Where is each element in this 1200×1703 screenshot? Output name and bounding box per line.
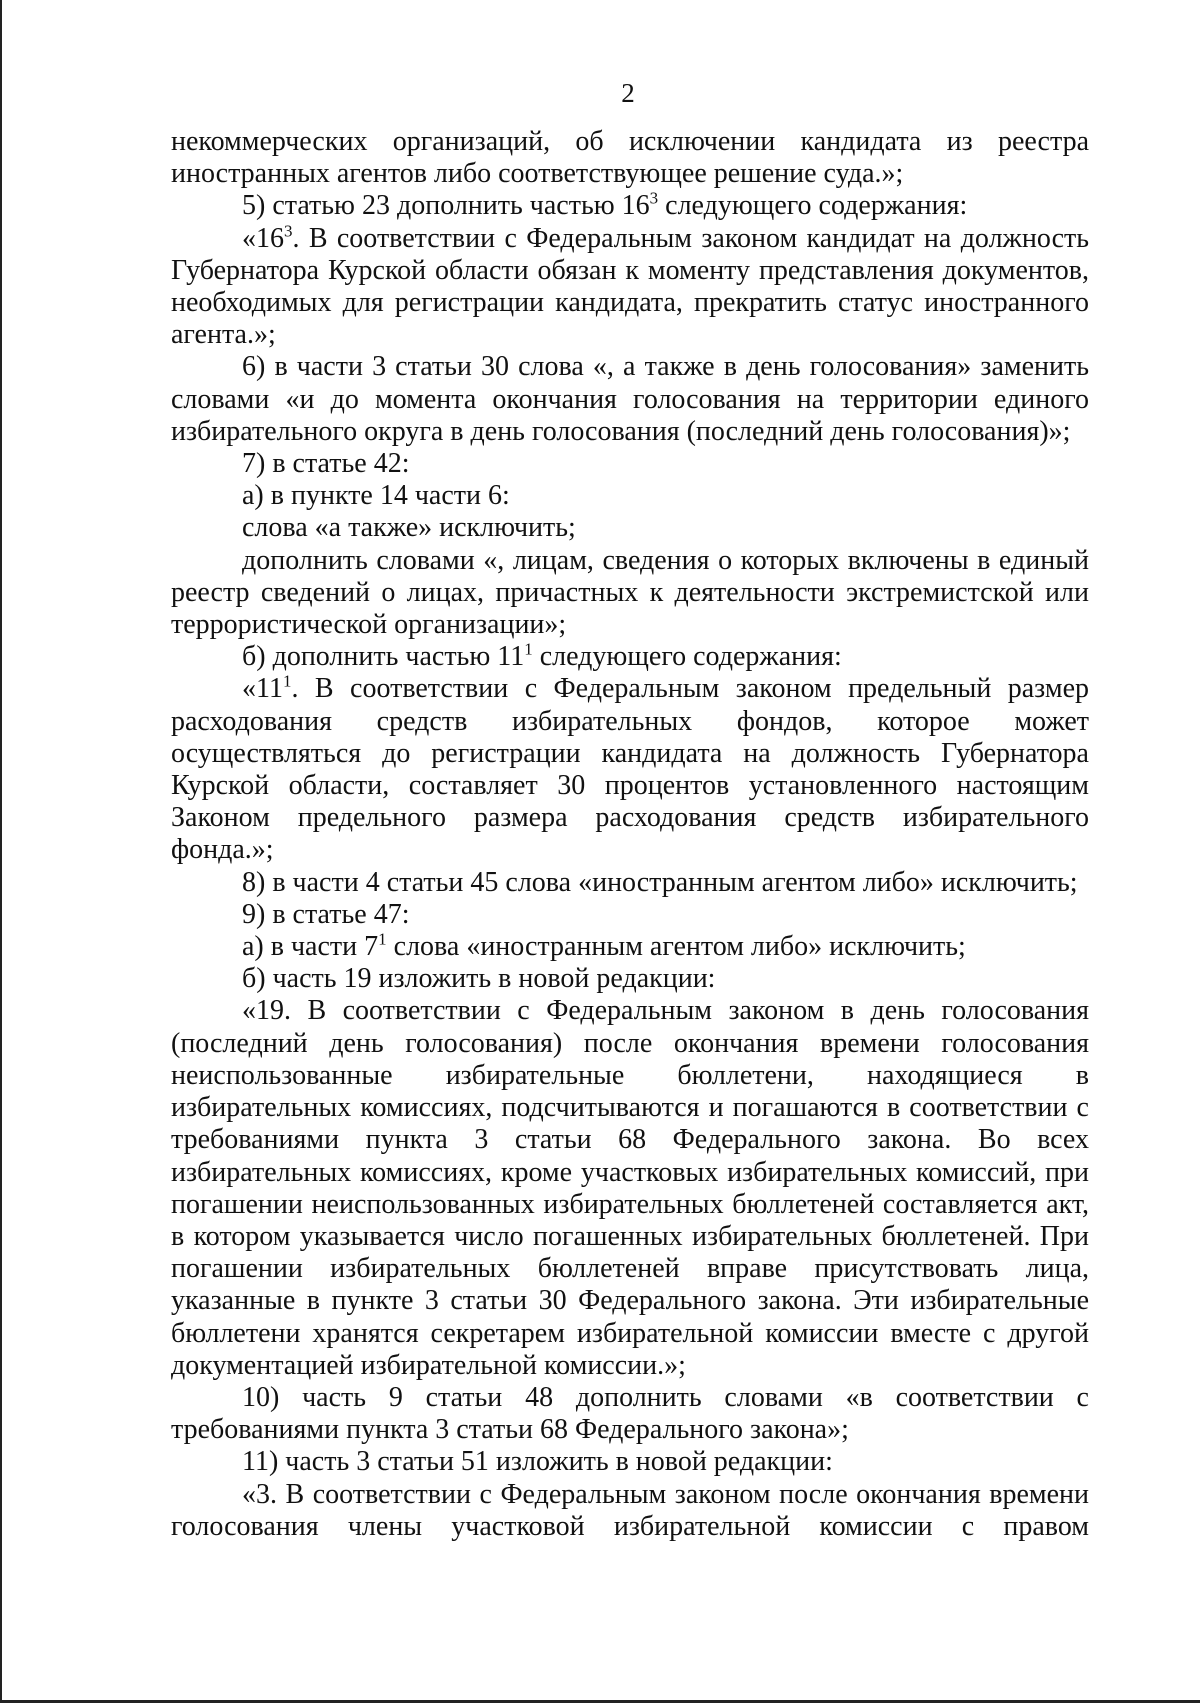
paragraph: слова «а также» исключить;	[242, 512, 576, 544]
page-number: 2	[621, 78, 635, 108]
paragraph: а) в пункте 14 части 6:	[242, 480, 510, 512]
paragraph: 10) часть 9 статьи 48 дополнить словами «в соответствии с требованиями пункта 3 статьи 68 Федерального закона»;	[171, 1381, 1089, 1446]
paragraph: б) дополнить частью $11^1$ следующего содержания:	[242, 639, 842, 673]
paragraph: а) в части $7^1$ слова «иностранным агентом либо» исключить;	[242, 929, 966, 963]
paragraph: «$11^1$. В соответствии с Федеральным законом предельный размер расходования средств избирательных фондов, которое может осуществляться до регистрации кандидата на должность Губернатора Курской области, составляет 30 процентов установленного настоящим Законом предельного размера расходования средств избирательного фонда.»;	[171, 672, 1089, 866]
paragraph: 6) в части 3 статьи 30 слова «, а также в день голосования» заменить словами «и до момента окончания голосования на территории единого избирательного округа в день голосования (последний день голосования)»;	[171, 351, 1089, 447]
paragraph: «19. В соответствии с Федеральным законом в день голосования (последний день голосования) после окончания времени голосования неиспользованные избирательные бюллетени, находящиеся в избирательных комиссиях, подсчитываются и погашаются в соответствии с требованиями пункта 3 статьи 68 Федерального закона. Во всех избирательных комиссиях, кроме участковых избирательных комиссий, при погашении неиспользованных избирательных бюллетеней составляется акт, в котором указывается число погашенных избирательных бюллетеней. При погашении избирательных бюллетеней вправе присутствовать лица, указанные в пункте 3 статьи 30 Федерального закона. Эти избирательные бюллетени хранятся секретарем избирательной комиссии вместе с другой документацией избирательной комиссии.»;	[171, 995, 1089, 1381]
paragraph: дополнить словами «, лицам, сведения о которых включены в единый реестр сведений о лицах, причастных к деятельности экстремистской или террористической организации»;	[171, 544, 1089, 641]
paragraph: б) часть 19 изложить в новой редакции:	[242, 963, 716, 995]
paragraph: 7) в статье 42:	[242, 448, 410, 480]
paragraph: 9) в статье 47:	[242, 898, 410, 930]
paragraph: 8) в части 4 статьи 45 слова «иностранным агентом либо» исключить;	[242, 866, 1078, 898]
paragraph: 11) часть 3 статьи 51 изложить в новой редакции:	[242, 1446, 833, 1478]
paragraph: 5) статью 23 дополнить частью $16^3$ следующего содержания:	[242, 189, 968, 222]
paragraph: «$16^3$. В соответствии с Федеральным законом кандидат на должность Губернатора Курской области обязан к моменту представления документов, необходимых для регистрации кандидата, прекратить статус иностранного агента.»;	[171, 221, 1089, 351]
page-left-edge	[0, 0, 2, 1703]
paragraph: «3. В соответствии с Федеральным законом после окончания времени голосования члены участковой избирательной комиссии с правом	[171, 1478, 1089, 1542]
paragraph: некоммерческих организаций, об исключении кандидата из реестра иностранных агентов либо соответствующее решение суда.»;	[171, 126, 1089, 190]
document-body	[171, 126, 1089, 1543]
